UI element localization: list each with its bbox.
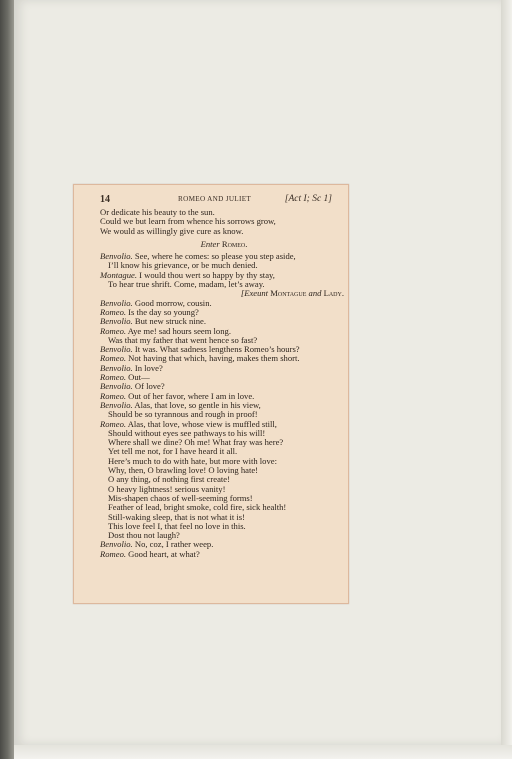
speech-text: Good morrow, cousin. bbox=[134, 297, 212, 308]
speaker-name: Benvolio. bbox=[100, 381, 133, 392]
speech-text: Of love? bbox=[134, 381, 165, 392]
speech-text: Is the day so young? bbox=[128, 306, 199, 317]
speech-continuation: Dost thou not laugh? bbox=[108, 530, 180, 541]
speech-continuation: Mis-shapen chaos of well-seeming forms! bbox=[108, 492, 253, 503]
speech-text: I would thou wert so happy by thy stay, bbox=[139, 269, 275, 280]
page-number: 14 bbox=[100, 194, 110, 205]
speaker-name: Benvolio. bbox=[100, 297, 133, 308]
speech-continuation: Feather of lead, bright smoke, cold fire, sick health! bbox=[108, 502, 287, 513]
speaker-name: Romeo. bbox=[100, 372, 127, 383]
stage-direction-word: Enter bbox=[200, 238, 220, 249]
book-binding bbox=[0, 0, 14, 759]
speech-text: Out of her favor, where I am in love. bbox=[128, 390, 255, 401]
speech-continuation: O heavy lightness! serious vanity! bbox=[108, 483, 226, 494]
speech-continuation: O any thing, of nothing first create! bbox=[108, 474, 230, 485]
speech-continuation: I’ll know his grievance, or be much denied. bbox=[108, 260, 258, 271]
speech-text: See, where he comes: so please you step aside, bbox=[134, 251, 296, 262]
speech-text: In love? bbox=[134, 362, 163, 373]
verse-line: Or dedicate his beauty to the sun. bbox=[100, 207, 215, 217]
speech-text: Aye me! sad hours seem long. bbox=[127, 325, 231, 336]
speech-text: Alas, that love, whose view is muffled still, bbox=[127, 418, 277, 429]
speaker-name: Benvolio. bbox=[100, 539, 133, 550]
page-edge-bottom bbox=[14, 745, 512, 759]
speech-continuation: Here’s much to do with hate, but more with love: bbox=[108, 455, 277, 466]
speech-text: Not having that which, having, makes them short. bbox=[128, 353, 300, 364]
stage-direction-name: Romeo. bbox=[221, 238, 248, 249]
dialogue-line bbox=[100, 550, 348, 559]
speaker-name: Benvolio. bbox=[100, 251, 133, 262]
act-scene-label: [Act I; Sc 1] bbox=[284, 194, 332, 204]
speaker-name: Benvolio. bbox=[100, 362, 133, 373]
running-title: ROMEO AND JULIET bbox=[178, 195, 252, 203]
speech-continuation: Why, then, O brawling love! O loving hate! bbox=[108, 465, 259, 476]
dialogue-block bbox=[100, 252, 348, 289]
play-text bbox=[100, 208, 348, 559]
speaker-name: Romeo. bbox=[100, 548, 127, 559]
verse-line: We would as willingly give cure as know. bbox=[100, 225, 244, 236]
exeunt-name: Montague bbox=[270, 288, 307, 299]
speech-continuation: Should without eyes see pathways to his will! bbox=[108, 427, 266, 438]
dialogue-block bbox=[100, 299, 348, 559]
speaker-name: Romeo. bbox=[100, 353, 127, 364]
speaker-name: Romeo. bbox=[100, 418, 127, 429]
speech-text: No, coz, I rather weep. bbox=[134, 539, 214, 550]
speech-continuation: Still-waking sleep, that is not what it is! bbox=[108, 511, 246, 522]
speech-continuation: This love feel I, that feel no love in this. bbox=[108, 520, 246, 531]
speech-continuation: Was that my father that went hence so fast? bbox=[108, 334, 258, 345]
exeunt-and: and bbox=[308, 288, 322, 299]
speech-text: Alas, that love, so gentle in his view, bbox=[134, 399, 261, 410]
pasted-clipping bbox=[73, 184, 349, 604]
speech-continuation: To hear true shrift. Come, madam, let’s away. bbox=[108, 279, 265, 290]
running-header bbox=[100, 194, 332, 208]
speaker-name: Romeo. bbox=[100, 390, 127, 401]
speech-text: It was. What sadness lengthens Romeo’s hours? bbox=[134, 344, 300, 355]
exeunt-name-2: Lady. bbox=[323, 288, 344, 299]
exeunt-word: [Exeunt bbox=[240, 288, 269, 299]
speaker-name: Benvolio. bbox=[100, 316, 133, 327]
speaker-name: Benvolio. bbox=[100, 399, 133, 410]
speech-text: Out— bbox=[128, 372, 150, 383]
speech-continuation: Yet tell me not, for I have heard it all. bbox=[108, 446, 238, 457]
stage-direction-enter bbox=[100, 240, 348, 249]
speech-continuation: Where shall we dine? Oh me! What fray was here? bbox=[108, 437, 284, 448]
speaker-name: Romeo. bbox=[100, 325, 127, 336]
speaker-name: Romeo. bbox=[100, 306, 127, 317]
page-edge-right bbox=[501, 0, 512, 759]
speech-text: But new struck nine. bbox=[134, 316, 206, 327]
speaker-name: Benvolio. bbox=[100, 344, 133, 355]
speech-continuation: Should be so tyrannous and rough in proof! bbox=[108, 409, 258, 420]
speaker-name: Montague. bbox=[100, 269, 137, 280]
speech-text: Good heart, at what? bbox=[128, 548, 200, 559]
verse-line: Could we but learn from whence his sorrows grow, bbox=[100, 216, 276, 227]
